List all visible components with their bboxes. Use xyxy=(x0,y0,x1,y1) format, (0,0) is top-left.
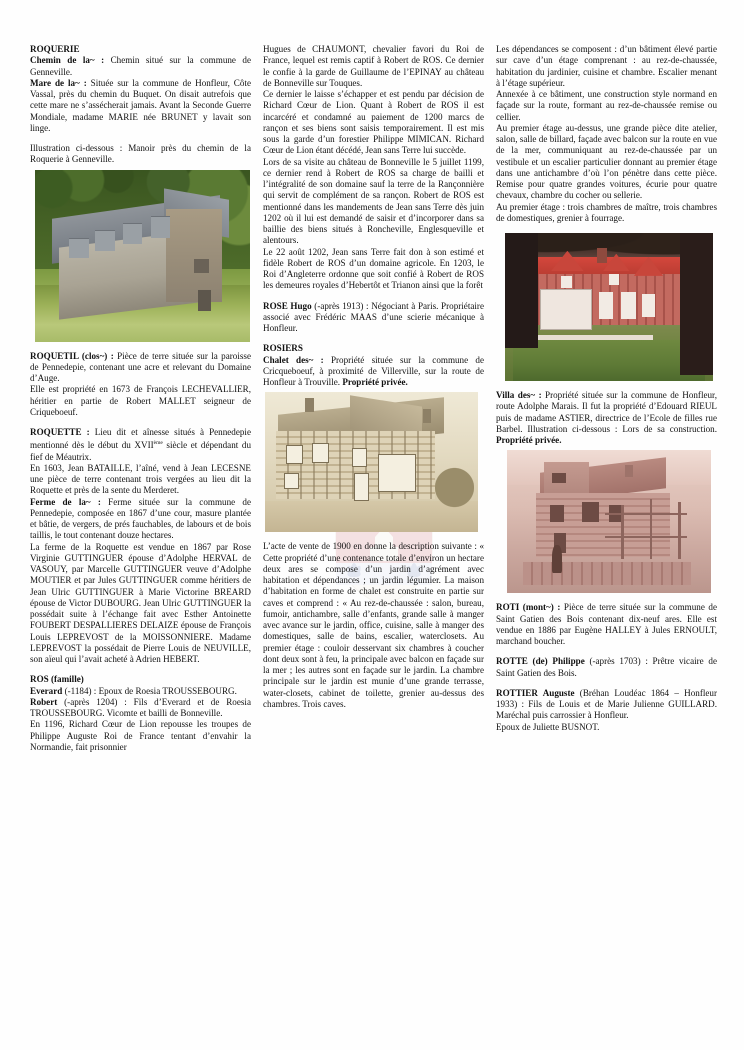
entry-body: (-1184) : Epoux de Roesia TROUSSEBOURG. xyxy=(62,685,237,696)
entry-robert-de-ros xyxy=(30,697,251,720)
photo-villa-under-construction xyxy=(507,450,711,593)
three-column-layout xyxy=(30,44,718,753)
ordinal-suffix: ème xyxy=(153,440,163,447)
column-2 xyxy=(263,44,484,753)
entry-body: (-après 1913) : Négociant à Paris. Propriétaire associé avec Frédéric MAAS d’une scierie mécanique à Honfleur. xyxy=(263,300,484,333)
ros-continuation-p4: Le 22 août 1202, Jean sans Terre fait don à son estimé et fidèle Robert de ROS d’un domaine agricole. En 1203, le Roi d’Angleterre ordonne que soit confié à Robert de ROS les demeures royales d’Hebertôt et Trianon ainsi que la forêt xyxy=(263,246,484,291)
entry-chalet-des-rosiers xyxy=(263,355,484,389)
entry-body: (-après 1703) : Prêtre vicaire de Saint Gatien des Bois. xyxy=(496,656,717,678)
entry-roquette xyxy=(30,427,251,463)
caption-manoir: Illustration ci-dessous : Manoir près du chemin de la Roquerie à Genneville. xyxy=(30,143,251,165)
entry-lead: Villa des~ : xyxy=(496,390,542,400)
entry-everard-de-ros xyxy=(30,686,251,697)
entry-chemin-de-la-roquerie xyxy=(30,55,251,78)
entry-roquette-p2: En 1603, Jean BATAILLE, l’aîné, vend à Jean LECESNE une pièce de terre contenant trois vergées au lieu dit la Roquette et près de la sente du Merderet. xyxy=(30,462,251,496)
entry-lead: Robert xyxy=(30,696,58,707)
entry-body: Propriété située sur la commune de Honfleur, route Adolphe Marais. Il fut la propriété d’Edouard RIEUL puis de madame ASTIER, directrice de l’Ecole de filles rue Barbel. Illustration ci-dessous : Lors de sa construction. xyxy=(496,390,717,434)
entry-roti-mont xyxy=(496,602,717,647)
entry-body: Ferme située sur la commune de Pennedepie, composée en 1867 d’une cour, masure plantée et bâtie, de vergers, de prés fauchables, de labours et de bois taillis, le tout contenant douze hectares. xyxy=(30,496,251,541)
entry-lead: ROQUETTE : xyxy=(30,427,90,437)
entry-lead: Mare de la~ : xyxy=(30,77,87,88)
entry-body: Propriété située sur la commune de Cricqueboeuf, à proximité de Villerville, sur la route de Honfleur à Trouville. xyxy=(263,354,484,387)
entry-lead: Chalet des~ : xyxy=(263,354,324,365)
entry-rottier-p2: Epoux de Juliette BUSNOT. xyxy=(496,721,600,732)
entry-body: Chemin situé sur la commune de Genneville. xyxy=(30,55,251,77)
entry-ferme-p2: La ferme de la Roquette est vendue en 1867 par Rose Virginie GUTTINGUER épouse d’Adolphe HERVAL de VASOUY, par Marcelle GUTTINGUER veuve d’Adolphe MOUTIER et par Jules GUTTINGUER comme héritiers de Jean Ulric GUTTINGUER à Marie Victorine BREARD épouse de Victor DUBOURG. Jean Ulric GUTTINGUER la possédait suite à l’échange fait avec Esther Antoinette FOUBERT DESPALLIERES DELAIZE épouse de François Louis LEPREVOST de la MOISSONNIERE. Madame LEPREVOST la possédait de Pierre Louis de NEUVILLE, son aïeul qui l’avait acheté à Adrien HEBERT. xyxy=(30,541,251,665)
photo-chalet-des-rosiers xyxy=(265,392,478,532)
ros-continuation-p1: Hugues de CHAUMONT, chevalier favori du Roi de France, lequel est remis captif à Robert de ROS. Ce dernier le confie à la garde de Guillaume de l’EPINAY au château de Bonneville sur Touques. xyxy=(263,44,484,88)
entry-mare-de-la-roquerie xyxy=(30,78,251,134)
column-1 xyxy=(30,44,251,753)
column-3 xyxy=(496,44,717,753)
entry-ferme-de-la-roquette xyxy=(30,497,251,542)
entry-rose-hugo xyxy=(263,301,484,335)
photo-villa-des-rosiers xyxy=(505,233,713,381)
entry-lead: Chemin de la~ : xyxy=(30,55,105,66)
photo-manoir-roquerie xyxy=(35,170,250,342)
ros-continuation-p2: Ce dernier le laisse s’échapper et est pendu par décision de Richard Cœur de Lion. Quant à Robert de ROS il est incarcéré et condamné au paiement de 1200 marcs de rançon et ses biens sont saisis temporairement. Il est mis sous la garde d’un forestier Philippe MIMICAN. Richard Cœur de Lion étant décédé, Jean sans Terre lui succède. xyxy=(263,89,484,156)
dependances-p3: Au premier étage au-dessus, une grande pièce dite atelier, salon, salle de billard, façade avec balcon sur la route en vue de la mer, communiquant au rez-de-chaussée par un vestibule et un escalier particulier donnant au premier étage dans une antichambre d’où l’on pénètre dans cette pièce. Remise pour quatre grandes voitures, écurie pour quatre chevaux, chambre du cocher ou sellerie. xyxy=(496,122,717,201)
entry-lead: ROQUETIL (clos~) : xyxy=(30,350,114,361)
entry-lead: ROSE Hugo xyxy=(263,300,312,311)
entry-body-cont: siècle et dépendant du fief de Méautrix. xyxy=(30,440,251,462)
entry-lead: Ferme de la~ : xyxy=(30,496,101,507)
entry-lead: Everard xyxy=(30,685,63,696)
entry-lead: ROTTE (de) Philippe xyxy=(496,656,585,667)
heading-rosiers: ROSIERS xyxy=(263,343,303,354)
entry-lead: ROTI (mont~) : xyxy=(496,602,561,613)
entry-roquetil-p2: Elle est propriété en 1673 de François LECHEVALLIER, héritier en partie de Robert MALLET seigneur de Criqueboeuf. xyxy=(30,384,251,417)
entry-body: (-après 1204) : Fils d’Everard et de Roesia TROUSSEBOURG. Vicomte et bailli de Bonneville. xyxy=(30,696,251,719)
entry-body: Pièce de terre située sur la paroisse de Pennedepie, contenant une acre et relevant du Domaine d’Auge. xyxy=(30,350,251,383)
dependances-p2: Annexée à ce bâtiment, une construction style normand en façade sur la route, formant au rez-de-chaussée remise ou cellier. xyxy=(496,89,717,122)
dependances-p4: Au premier étage : trois chambres de maître, trois chambres de domestiques, grenier à fourrage. xyxy=(496,201,717,223)
private-property-note: Propriété privée. xyxy=(496,435,562,445)
entry-lead: ROTTIER Auguste xyxy=(496,687,575,698)
entry-rottier-auguste xyxy=(496,688,717,722)
entry-body: Située sur la commune de Honfleur, Côte Vassal, près du chemin du Buquet. On disait autrefois que cette mare ne s’assécherait jamais. Avant la Seconde Guerre Mondiale, madame MARIE née BRUNET y lavait son linge. xyxy=(30,77,251,133)
entry-body: Pièce de terre située sur la commune de Saint Gatien des Bois contenant dix-neuf ares. Elle est vendue en 1886 par Eugène HALLEY à Jules ERNOULT, marchand boucher. xyxy=(496,602,717,646)
entry-body: (Bréhan Loudéac 1864 – Honfleur 1933) : Fils de Louis et de Marie Julienne GUILLARD. Maréchal puis carrossier à Honfleur. xyxy=(496,687,717,721)
ros-continuation-p3: Lors de sa visite au château de Bonneville le 5 juillet 1199, ce dernier rend à Robert de ROS sa charge de bailli et l’intégralité de son domaine sauf la terre de la Rançonnière qui servit de complément de sa rançon. Robert de ROS est mentionné dans les mandements de Jean sans Terre dès juin 1202 où il lui est demandé de saisir et d’incorporer dans sa baillie des biens situés à Roncheville, Englesqueville et alentours. xyxy=(263,156,484,246)
entry-villa-des-rosiers xyxy=(496,390,717,446)
heading-roquerie: ROQUERIE xyxy=(30,44,80,54)
entry-roquetil xyxy=(30,351,251,385)
heading-ros-famille: ROS (famille) xyxy=(30,674,84,685)
entry-body: Lieu dit et aînesse situés à Pennedepie mentionné dès le début du XVII xyxy=(30,427,251,451)
acte-de-vente-1900: L’acte de vente de 1900 en donne la description suivante : « Cette propriété d’une contenance totale d’environ un hectare deux ares se compose d’un jardin d’agrément avec habitation et dépendances ; un jardin légumier. La maison d’habitation en forme de chalet est construite en partie sur caves et comprend : « Au rez-de-chaussée : salon, bureau, fumoir, antichambre, salle d’enfants, grande salle à manger avec avance sur le jardin, office, cuisine, salle à manger des domestiques, salle de bains, escalier, waterclosets. Au premier étage : couloir desservant six chambres à coucher dont deux sont à feu, la principale avec balcon en façade sur la mer ; les autres sont en façade sur le jardin. La chambre principale sur le jardin est munie d’une grande terrasse, water-closets, cabinet de toilette, grenier au-dessus des chambres. Trois caves. xyxy=(263,541,484,709)
entry-rotte-de-philippe xyxy=(496,656,717,679)
entry-robert-p2: En 1196, Richard Cœur de Lion repousse les troupes de Philippe Auguste Roi de France tentant d’envahir la Normandie, fait prisonnier xyxy=(30,719,251,752)
dependances-p1: Les dépendances se composent : d’un bâtiment élevé partie sur cave d’un étage comprenant : au rez-de-chaussée, habitation du jardinier, cuisine et chambre. Escalier menant à l’étage supérieur. xyxy=(496,44,717,88)
private-property-note: Propriété privée. xyxy=(342,377,408,387)
